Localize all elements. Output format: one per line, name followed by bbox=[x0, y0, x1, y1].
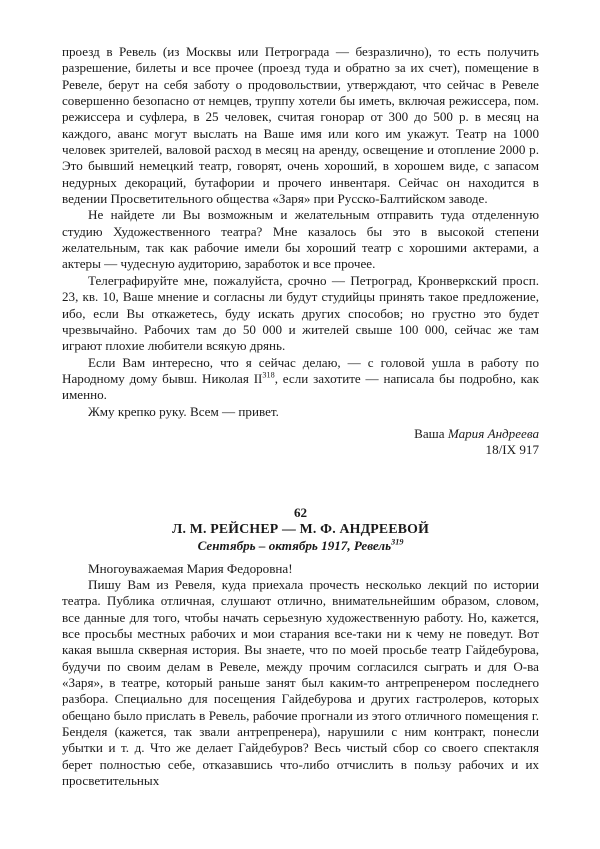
letter-greeting: Многоуважаемая Мария Федоровна! bbox=[88, 560, 293, 576]
letter-subtitle-text: Сентябрь – октябрь 1917, Ревель bbox=[197, 537, 392, 553]
letter-subtitle bbox=[62, 537, 539, 554]
paragraph: Пишу Вам из Ревеля, куда приехала прочесть несколько лекций по истории театра. Публика отличная, слушают отлично, внимательнейшим образом, словом, все данные для того, чтобы начать серьезную художественную работу. Но, кажется, все просьбы местных рабочих и мои старания все-таки ни к чему не поведут. Вот какая вышла скверная история. Вы знаете, что по моей просьбе театр Гайдебурова, будучи по своим делам в Ревеле, между прочим согласился сыграть и для О-ва «Заря», в театре, который раньше занят был каким-то антрепренером последнего разбора. Специально для посещения Гайдебурова и других гастролеров, которых обещано было прислать в Ревель, рабочие прогнали из этого отличного помещения г. Бенделя (кажется, так звали антрепренера), нарушили с ним контракт, понесли убытки и т. д. Что же делает Гайдебуров? Весь чистый сбор со своего спектакля берет полностью себе, отказавшись что-либо отчислить в пользу рабочих и их просветительных bbox=[62, 576, 539, 789]
paragraph-continuation: проезд в Ревель (из Москвы или Петрограда — безразлично), то есть получить разрешение, билеты и все прочее (проезд туда и обратно за их счет), помещение в Ревеле, берут на себя заботу о продовольствии, утверждают, что сейчас в Ревеле совершенно безопасно от немцев, труппу хотели бы иметь, включая режиссера, пом. режиссера и суфлера, в 25 человек, считая гонорар от 300 до 500 р. в месяц на каждого, аванс могут выслать на Ваше имя или кого им укажут. Театр на 1000 человек зрителей, валовой расход в месяц на аренду, освещение и отопление 2000 р. Это бывший немецкий театр, говорят, очень хороший, в хорошем виде, с запасом недурных декораций, бутафории и прочего инвентаря. Сейчас он находится в ведении Просветительного общества «Заря» при Русско-Балтийском заводе. bbox=[62, 44, 539, 207]
footnote-marker-319[interactable]: 319 bbox=[391, 537, 404, 547]
paragraph-with-footnote bbox=[62, 355, 539, 404]
paragraph: Телеграфируйте мне, пожалуйста, срочно — Петроград, Кронверкский просп. 23, кв. 10, Ваше мнение и согласны ли будут студийцы принять такое предложение, ибо, если Вы откажетесь, буду искать других способов; но грустно это будет чрезвычайно. Рабочих там до 50 000 и жителей свыше 100 000, сейчас же там играют плохие любители всякую дрянь. bbox=[62, 272, 539, 354]
signature-line bbox=[62, 426, 539, 442]
footnote-text-before: Если Вам интересно, что я сейчас делаю, — с головой ушла в работу по Народному дому бывш. Николая II bbox=[62, 354, 539, 386]
signature-name: Мария Андреева bbox=[447, 425, 539, 441]
letter-body bbox=[62, 561, 539, 790]
letter-title: Л. М. РЕЙСНЕР — М. Ф. АНДРЕЕВОЙ bbox=[171, 520, 430, 536]
text-column bbox=[62, 44, 539, 789]
paragraph: Не найдете ли Вы возможным и желательным отправить туда отделенную студию Художественного театра? Мне казалось бы это в высокой степени желательным, так как рабочие имели бы хороший театр с хорошими актерами, а актеры — чудесную аудиторию, заработок и все прочее. bbox=[62, 207, 539, 272]
footnote-marker-318[interactable]: 318 bbox=[262, 370, 275, 380]
footnote-text-after: , если захотите — написала бы подробно, как именно. bbox=[62, 370, 539, 403]
signature-prefix: Ваша bbox=[414, 425, 448, 441]
letter-number: 62 bbox=[293, 504, 308, 520]
signature-date: 18/IX 917 bbox=[485, 442, 539, 458]
paragraph-farewell: Жму крепко руку. Всем — привет. bbox=[88, 403, 279, 419]
letter-heading bbox=[62, 505, 539, 554]
